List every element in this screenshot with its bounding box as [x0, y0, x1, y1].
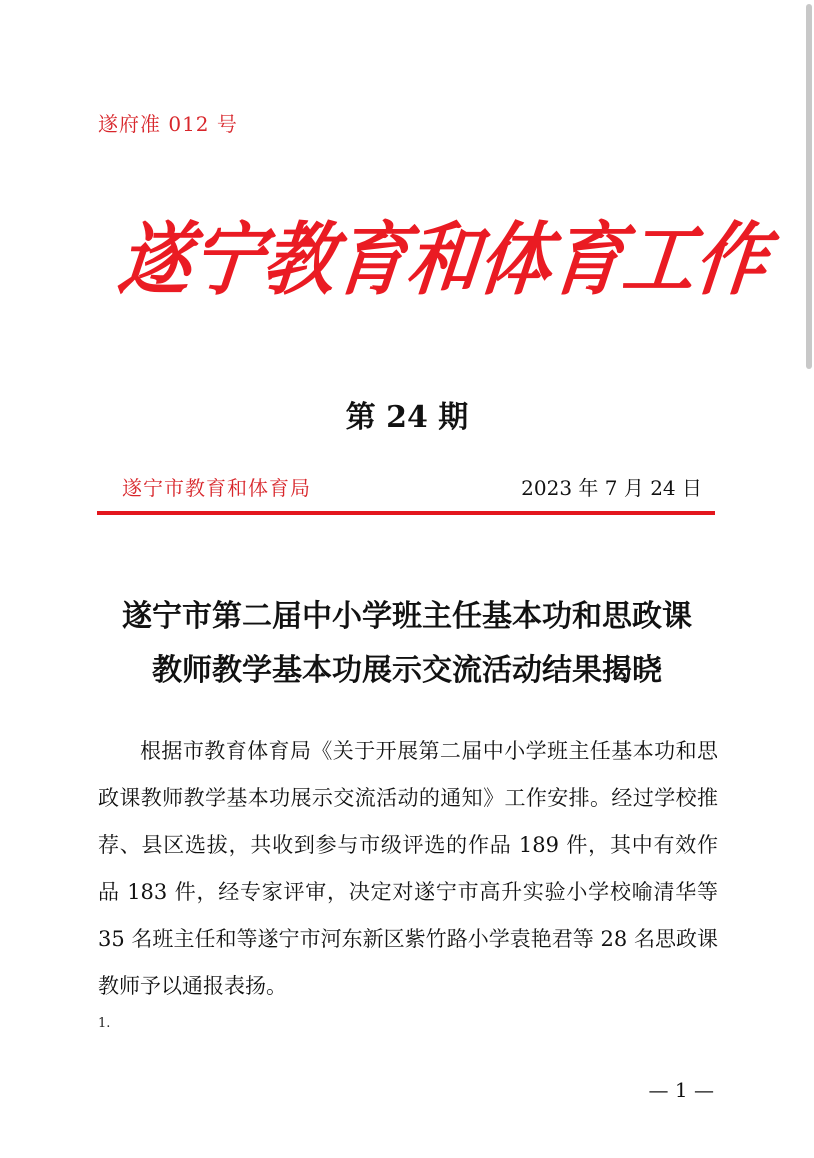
masthead-char: 和: [402, 212, 485, 306]
masthead-char: 宁: [186, 212, 269, 306]
masthead-title: [114, 188, 773, 318]
article-title-line: 遂宁市第二届中小学班主任基本功和思政课: [122, 599, 692, 634]
masthead-char: 遂: [114, 212, 197, 306]
masthead-char: 体: [474, 212, 557, 306]
article-title: [60, 590, 754, 698]
masthead-char: 教: [258, 212, 341, 306]
masthead-char: 作: [690, 212, 773, 306]
masthead-char: 育: [546, 212, 629, 306]
header-divider: [97, 511, 715, 515]
article-title-line: 教师教学基本功展示交流活动结果揭晓: [152, 653, 662, 688]
masthead-char: 育: [330, 212, 413, 306]
issue-number: 第 24 期: [345, 400, 469, 435]
masthead-char: 工: [618, 212, 701, 306]
document-number: 遂府准 012 号: [98, 112, 238, 136]
footnote: 1.: [98, 1016, 111, 1031]
body-paragraph: 根据市教育体育局《关于开展第二届中小学班主任基本功和思政课教师教学基本功展示交流活动的通知》工作安排。经过学校推荐、县区选拔，共收到参与市级评选的作品 189 件，其中有效作品 183 件，经专家评审，决定对遂宁市高升实验小学校喻清华等 35 名班主任和等遂宁市河东新区紫竹路小学袁艳君等 28 名思政课教师予以通报表扬。: [98, 739, 718, 998]
scrollbar[interactable]: [806, 4, 812, 369]
article-body: [98, 728, 718, 1010]
issuer-name: 遂宁市教育和体育局: [122, 476, 311, 500]
page-number: — 1 —: [648, 1078, 714, 1102]
issue-date: 2023 年 7 月 24 日: [521, 476, 702, 500]
